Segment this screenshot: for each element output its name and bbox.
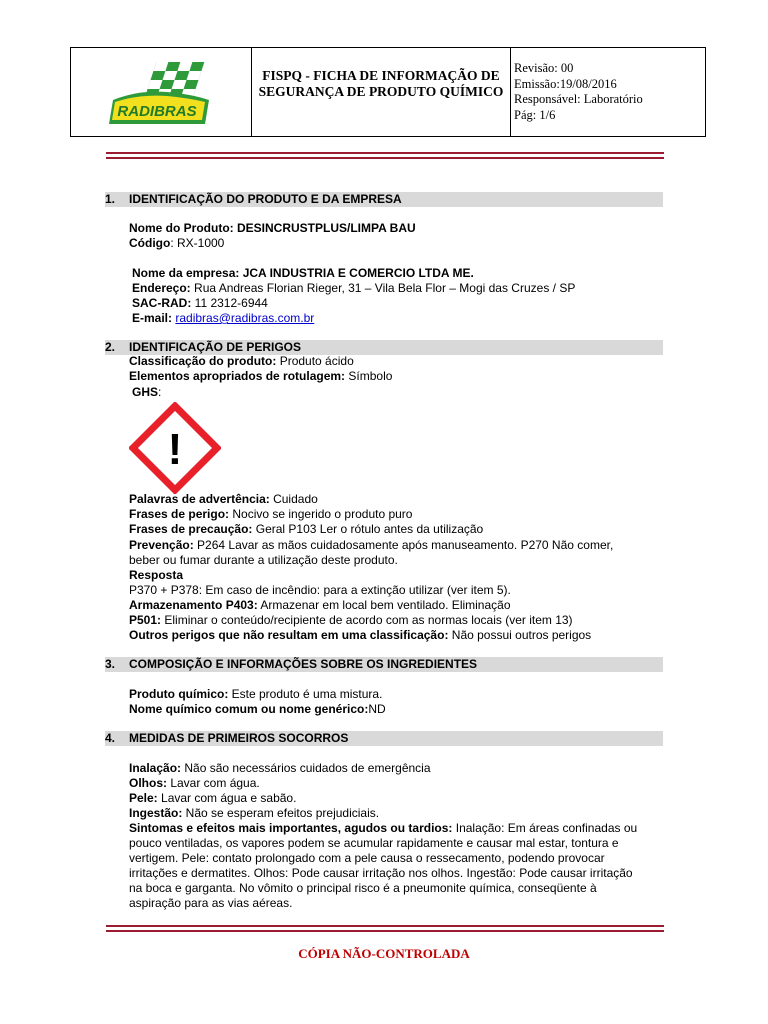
revision: Revisão: 00 — [514, 61, 574, 75]
first-aid-ingestion: Ingestão: Não se esperam efeitos prejudiciais. — [129, 806, 380, 820]
symptoms-line: irritações e dermatites. Olhos: Pode causar irritação nos olhos. Ingestão: Pode causar irritação — [129, 866, 633, 880]
radibras-logo — [107, 60, 215, 126]
section-title: COMPOSIÇÃO E INFORMAÇÕES SOBRE OS INGREDIENTES — [129, 657, 478, 671]
precaution-phrases: Frases de precaução: Geral P103 Ler o rótulo antes da utilização — [129, 522, 484, 536]
response-text: P370 + P378: Em caso de incêndio: para a extinção utilizar (ver item 5). — [129, 583, 511, 597]
disposal: P501: Eliminar o conteúdo/recipiente de acordo com as normas locais (ver item 13) — [129, 613, 573, 627]
first-aid-inhalation: Inalação: Não são necessários cuidados de emergência — [129, 761, 431, 775]
page-number: Pág: 1/6 — [514, 107, 556, 122]
ghs-label: GHS: — [132, 385, 162, 399]
document-header — [70, 47, 706, 137]
response-label: Resposta — [129, 568, 184, 582]
ghs-exclamation-pictogram-icon — [129, 402, 221, 494]
footer-rule — [106, 925, 664, 932]
labeling-elements: Elementos apropriados de rotulagem: Símbolo — [129, 369, 393, 383]
document-title — [253, 68, 509, 100]
prevention: Prevenção: P264 Lavar as mãos cuidadosamente após manuseamento. P270 Não comer, — [129, 538, 614, 552]
chemical-product: Produto químico: Este produto é uma mistura. — [129, 687, 383, 701]
title-line: FISPQ - FICHA DE INFORMAÇÃO DE — [262, 68, 500, 83]
document-meta — [514, 61, 643, 123]
svg-text:!: ! — [167, 425, 183, 474]
header-divider — [251, 48, 252, 136]
company-email: E-mail: radibras@radibras.com.br — [132, 311, 315, 325]
section-number: 1. — [105, 192, 116, 206]
header-rule — [106, 152, 664, 159]
section-title: IDENTIFICAÇÃO DO PRODUTO E DA EMPRESA — [129, 192, 402, 206]
other-hazards: Outros perigos que não resultam em uma classificação: Não possui outros perigos — [129, 628, 592, 642]
symptoms-line: vertigem. Pele: contato prolongado com a pele causa o ressecamento, podendo provocar — [129, 851, 605, 865]
first-aid-eyes: Olhos: Lavar com água. — [129, 776, 260, 790]
warning-words: Palavras de advertência: Cuidado — [129, 492, 318, 506]
company-address: Endereço: Rua Andreas Florian Rieger, 31 – Vila Bela Flor – Mogi das Cruzes / SP — [132, 281, 576, 295]
section-3-header — [105, 657, 663, 672]
company-name: Nome da empresa: JCA INDUSTRIA E COMERCIO LTDA ME. — [132, 266, 474, 280]
section-2-header — [105, 340, 663, 355]
section-title: IDENTIFICAÇÃO DE PERIGOS — [129, 340, 302, 354]
symptoms-line: na boca e garganta. No vômito o principal risco é a pneumonite química, conseqüente à — [129, 881, 597, 895]
section-4-header — [105, 731, 663, 746]
product-code: Código: RX-1000 — [129, 236, 225, 250]
section-number: 4. — [105, 731, 116, 745]
hazard-phrases: Frases de perigo: Nocivo se ingerido o produto puro — [129, 507, 413, 521]
symptoms-line: aspiração para as vias aéreas. — [129, 896, 293, 910]
uncontrolled-copy-notice: CÓPIA NÃO-CONTROLADA — [298, 946, 470, 961]
section-number: 2. — [105, 340, 116, 354]
product-classification: Classificação do produto: Produto ácido — [129, 354, 354, 368]
chemical-name: Nome químico comum ou nome genérico:ND — [129, 702, 386, 716]
product-name: Nome do Produto: DESINCRUSTPLUS/LIMPA BAU — [129, 221, 416, 235]
first-aid-skin: Pele: Lavar com água e sabão. — [129, 791, 297, 805]
section-1-header — [105, 192, 663, 207]
emission-date: Emissão:19/08/2016 — [514, 76, 617, 91]
logo-text: RADIBRAS — [117, 103, 197, 120]
sac-phone: SAC-RAD: 11 2312-6944 — [132, 296, 268, 310]
header-divider — [510, 48, 511, 136]
section-title: MEDIDAS DE PRIMEIROS SOCORROS — [129, 731, 349, 745]
prevention-continued: beber ou fumar durante a utilização deste produto. — [129, 553, 398, 567]
responsible: Responsável: Laboratório — [514, 92, 643, 106]
storage: Armazenamento P403: Armazenar em local bem ventilado. Eliminação — [129, 598, 511, 612]
email-link[interactable]: radibras@radibras.com.br — [175, 311, 315, 325]
title-line: SEGURANÇA DE PRODUTO QUÍMICO — [258, 84, 504, 99]
section-number: 3. — [105, 657, 116, 671]
symptoms: Sintomas e efeitos mais importantes, agudos ou tardios: Inalação: Em áreas confinadas ou — [129, 821, 638, 835]
symptoms-line: pouco ventiladas, os vapores podem se acumular rapidamente e causar mal estar, tontura e — [129, 836, 619, 850]
